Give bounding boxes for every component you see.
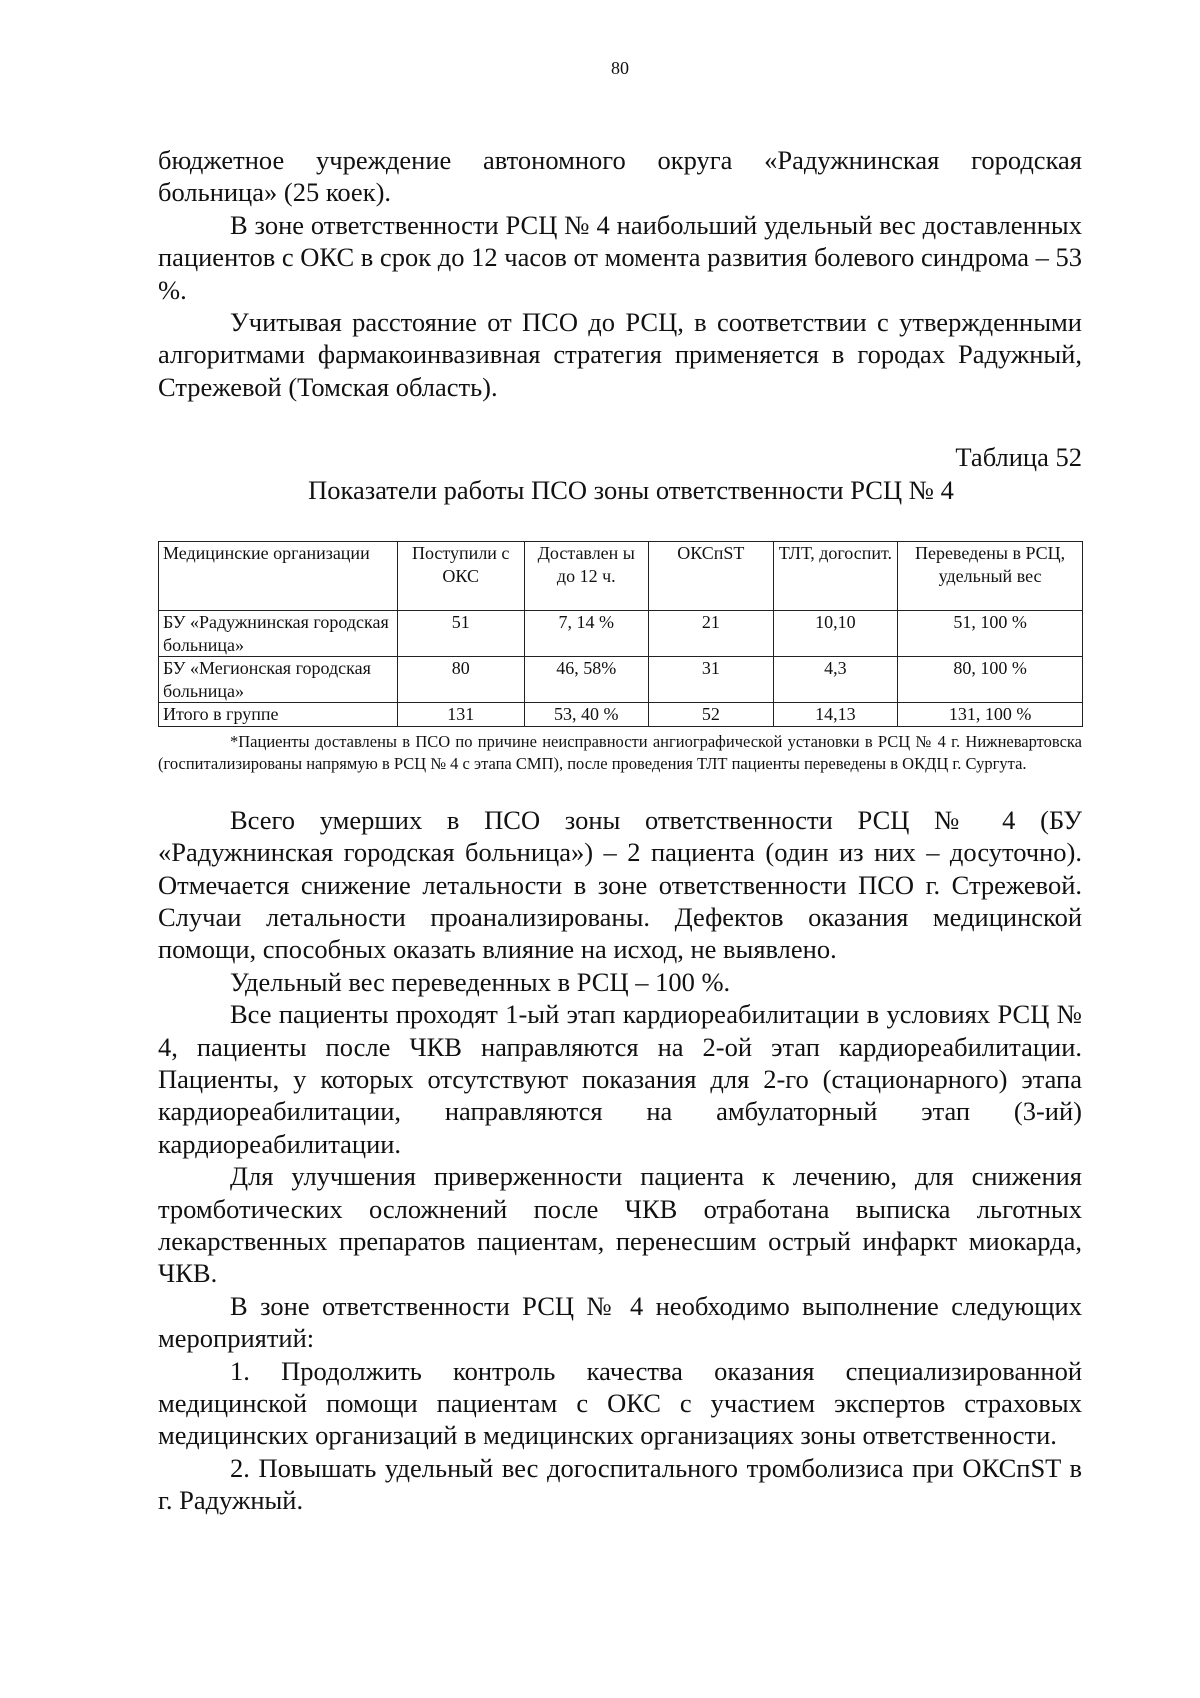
- table-cell: 31: [649, 657, 774, 703]
- table-cell: 131: [397, 703, 524, 727]
- header-cell: Медицинские организации: [159, 542, 398, 611]
- paragraph: В зоне ответственности РСЦ № 4 наибольший удельный вес доставленных пациентов с ОКС в срок до 12 часов от момента развития болевого синдрома – 53 %.: [158, 209, 1082, 305]
- table-cell: 52: [649, 703, 774, 727]
- table-cell: БУ «Радужнинская городская больница»: [159, 611, 398, 657]
- footnote-text: *Пациенты доставлены в ПСО по причине неисправности ангиографической установки в РСЦ № 4 г. Нижневартовска (госпитализированы напрямую в РСЦ № 4 с этапа СМП), после проведения ТЛТ пациенты переведены в ОКДЦ г. Сургута.: [158, 731, 1082, 773]
- table-cell: 80, 100 %: [898, 657, 1083, 703]
- paragraph: Удельный вес переведенных в РСЦ – 100 %.: [230, 966, 731, 997]
- paragraph: В зоне ответственности РСЦ № 4 необходимо выполнение следующих мероприятий:: [158, 1290, 1082, 1354]
- table-row: [159, 611, 1083, 657]
- table-cell: 131, 100 %: [898, 703, 1083, 727]
- bottom-paragraphs: [158, 804, 1082, 1517]
- document-body: [158, 144, 1082, 1517]
- paragraph: 1. Продолжить контроль качества оказания специализированной медицинской помощи пациентам с ОКС с участием экспертов страховых медицинских организаций в медицинских организациях зоны ответственности.: [158, 1355, 1082, 1451]
- table-cell: 4,3: [773, 657, 898, 703]
- paragraph: бюджетное учреждение автономного округа «Радужнинская городская больница» (25 коек).: [158, 145, 1082, 208]
- table-cell: Итого в группе: [159, 703, 398, 727]
- table-cell: 53, 40 %: [524, 703, 649, 727]
- paragraph: Учитывая расстояние от ПСО до РСЦ, в соответствии с утвержденными алгоритмами фармакоинвазивная стратегия применяется в городах Радужный, Стрежевой (Томская область).: [158, 307, 1082, 402]
- header-cell: Поступили с ОКС: [397, 542, 524, 611]
- paragraph: Все пациенты проходят 1-ый этап кардиореабилитации в условиях РСЦ № 4, пациенты после ЧКВ направляются на 2-ой этап кардиореабилитации. Пациенты, у которых отсутствуют показания для 2-го (стационарного) этапа кардиореабилитации, направляются на амбулаторный этап (3-ий) кардиореабилитации.: [158, 999, 1082, 1159]
- table-label: Таблица 52: [955, 442, 1082, 473]
- paragraph: Всего умерших в ПСО зоны ответственности РСЦ № 4 (БУ «Радужнинская городская больница») – 2 пациента (один из них – досуточно). Отмечается снижение летальности в зоне ответственности ПСО г. Стрежевой. Случаи летальности проанализированы. Дефектов оказания медицинской помощи, способных оказать влияние на исход, не выявлено.: [158, 804, 1082, 965]
- table-cell: 14,13: [773, 703, 898, 727]
- table-total-row: [159, 703, 1083, 727]
- table-cell: 10,10: [773, 611, 898, 657]
- table-cell: 51: [397, 611, 524, 657]
- table-cell: 46, 58%: [524, 657, 649, 703]
- header-cell: ОКСпST: [649, 542, 774, 611]
- table-cell: БУ «Мегионская городская больница»: [159, 657, 398, 703]
- top-paragraphs: [158, 144, 1082, 403]
- table-cell: 7, 14 %: [524, 611, 649, 657]
- header-cell: Переведены в РСЦ, удельный вес: [898, 542, 1083, 611]
- table-cell: 80: [397, 657, 524, 703]
- table-cell: 21: [649, 611, 774, 657]
- table-title: Показатели работы ПСО зоны ответственности РСЦ № 4: [308, 475, 954, 506]
- table-row: [159, 657, 1083, 703]
- table-header-row: [159, 542, 1083, 611]
- page-number: 80: [611, 58, 629, 78]
- table-footnote: [158, 731, 1082, 775]
- header-cell: ТЛТ, догоспит.: [773, 542, 898, 611]
- paragraph: 2. Повышать удельный вес догоспитального тромболизиса при ОКСпST в г. Радужный.: [158, 1452, 1082, 1516]
- paragraph: Для улучшения приверженности пациента к лечению, для снижения тромботических осложнений после ЧКВ отработана выписка льготных лекарственных препаратов пациентам, перенесшим острый инфаркт миокарда, ЧКВ.: [158, 1161, 1082, 1289]
- table-cell: 51, 100 %: [898, 611, 1083, 657]
- data-table: [158, 541, 1083, 727]
- header-cell: Доставлен ы до 12 ч.: [524, 542, 649, 611]
